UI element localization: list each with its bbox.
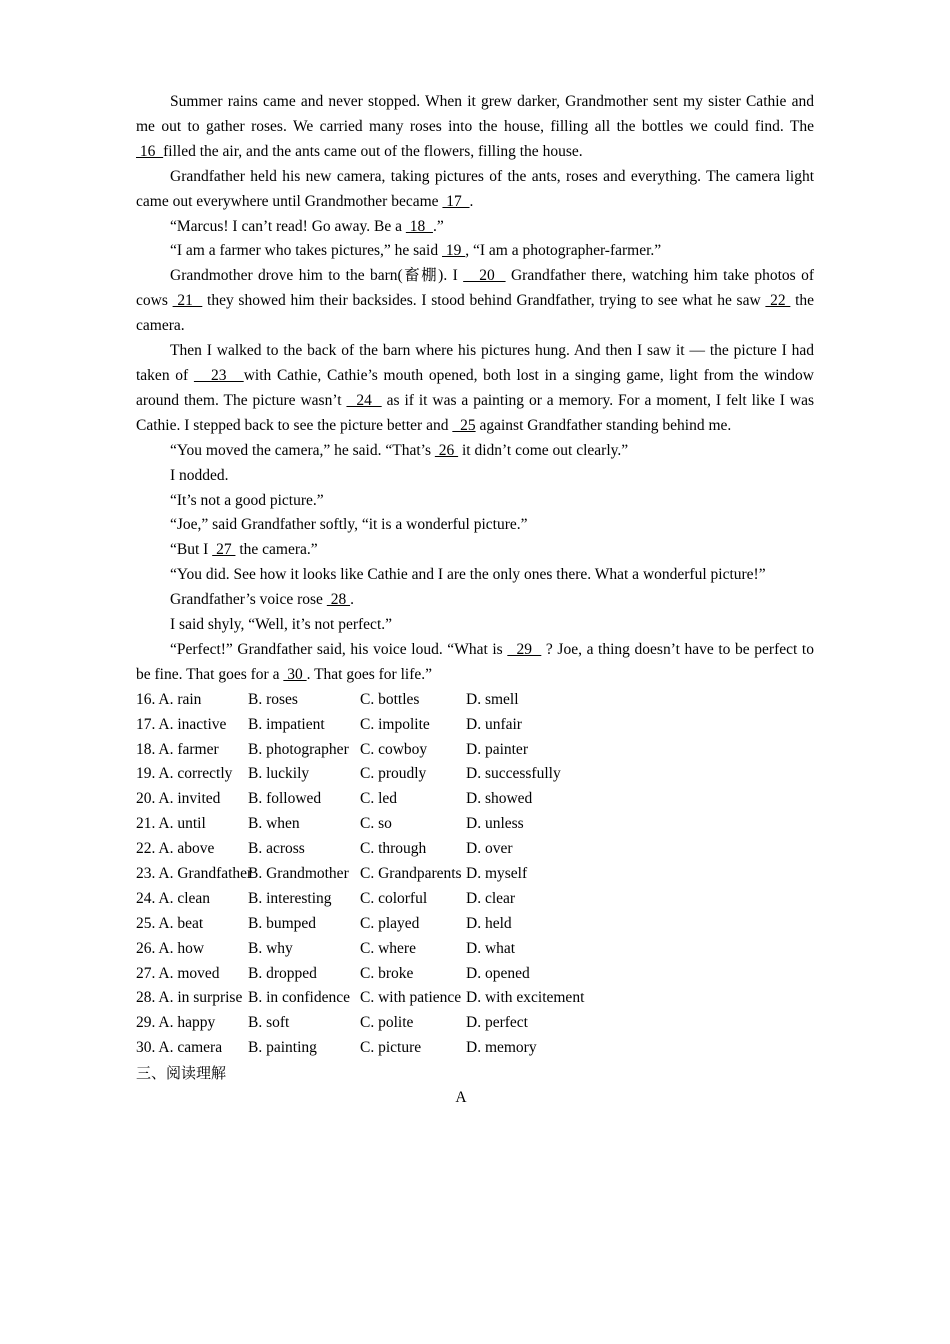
passage-text: . (350, 591, 354, 609)
cloze-blank: 20 (463, 267, 506, 285)
passage-paragraph (136, 538, 814, 563)
option-d: D. what (466, 939, 516, 957)
cloze-blank: 30 (283, 665, 307, 683)
passage-text: . That goes for life.” (306, 665, 432, 683)
option-b: B. Grandmother (248, 864, 349, 882)
question-row (136, 986, 814, 1011)
cloze-blank: 21 (172, 292, 203, 310)
passage-text: “You did. See how it looks like Cathie and I are the only ones there. What a wonderful picture!” (170, 566, 766, 584)
question-row (136, 837, 814, 862)
option-b: B. dropped (248, 964, 317, 982)
passage-text: “Perfect!” Grandfather said, his voice loud. “What is (170, 640, 508, 658)
question-row (136, 688, 814, 713)
option-b: B. when (248, 815, 300, 833)
option-a: 17. A. inactive (136, 715, 227, 733)
passage-text: . (469, 192, 474, 210)
option-d: D. unfair (466, 715, 522, 733)
passage-text: filled the air, and the ants came out of the flowers, filling the house. (163, 142, 583, 160)
option-b: B. painting (248, 1039, 317, 1057)
passage-paragraph (136, 215, 814, 240)
option-d: D. painter (466, 740, 528, 758)
option-c: C. through (360, 840, 427, 858)
option-b: B. impatient (248, 715, 325, 733)
passage-text: Then I walked to the back of the barn where his pictures hung. And then I saw it — the picture I had taken of (136, 342, 814, 384)
passage-text: “You moved the camera,” he said. “That’s (170, 441, 435, 459)
question-row (136, 738, 814, 763)
option-b: B. bumped (248, 914, 317, 932)
cloze-blank: 22 (765, 292, 791, 310)
option-c: C. Grandparents (360, 864, 462, 882)
option-b: B. across (248, 840, 305, 858)
question-row (136, 713, 814, 738)
passage-paragraph (136, 264, 814, 339)
option-d: D. unless (466, 815, 524, 833)
option-d: D. clear (466, 889, 516, 907)
option-d: D. held (466, 914, 512, 932)
section-heading: 三、阅读理解 (136, 1064, 227, 1083)
option-b: B. luckily (248, 765, 310, 783)
option-d: D. with excitement (466, 989, 585, 1007)
option-c: C. so (360, 815, 392, 833)
option-d: D. opened (466, 964, 530, 982)
passage-paragraph (136, 563, 814, 588)
option-d: D. perfect (466, 1014, 528, 1032)
option-b: B. photographer (248, 740, 349, 758)
passage-paragraph (136, 638, 814, 688)
option-a: 21. A. until (136, 815, 206, 833)
passage-text: “Marcus! I can’t read! Go away. Be a (170, 217, 406, 235)
passage-text: .” (432, 217, 444, 235)
option-b: B. interesting (248, 889, 332, 907)
question-row (136, 1036, 814, 1061)
passage-text: with Cathie, Cathie’s mouth opened, both lost in a singing game, light from the window around them. The picture wasn’t (136, 366, 814, 409)
passage-text: the camera. (136, 292, 815, 335)
question-row (136, 1011, 814, 1036)
option-d: D. over (466, 840, 513, 858)
option-d: D. successfully (466, 765, 561, 783)
cloze-blank: 25 (452, 416, 476, 434)
option-b: B. soft (248, 1014, 290, 1032)
option-d: D. myself (466, 864, 528, 882)
passage-text: Grandfather’s voice rose (170, 591, 327, 609)
passage-paragraph (136, 239, 814, 264)
option-c: C. with patience (360, 989, 462, 1007)
question-row (136, 787, 814, 812)
cloze-blank: 28 (326, 591, 351, 609)
passage-text: the camera.” (235, 541, 318, 559)
passage-text: “Joe,” said Grandfather softly, “it is a wonderful picture.” (170, 516, 528, 534)
passage-text: Grandmother drove him to the barn(畜棚). I (170, 267, 464, 285)
option-c: C. where (360, 939, 416, 957)
question-row (136, 887, 814, 912)
question-row (136, 862, 814, 887)
passage-paragraph (136, 90, 814, 165)
answer-options-list (136, 688, 814, 1061)
passage-text: I nodded. (170, 466, 229, 484)
cloze-blank: 27 (212, 541, 236, 559)
passage-text: they showed him their backsides. I stood behind Grandfather, trying to see what he saw (202, 292, 766, 310)
question-row (136, 812, 814, 837)
passage-text: ? Joe, a thing doesn’t have to be perfect to be fine. That goes for a (136, 640, 814, 683)
passage-text: “I am a farmer who takes pictures,” he said (170, 242, 442, 260)
option-a: 23. A. Grandfather (136, 864, 253, 882)
passage-paragraph (136, 513, 814, 538)
passage-text: against Grandfather standing behind me. (475, 416, 732, 434)
option-b: B. roses (248, 690, 298, 708)
option-b: B. why (248, 939, 293, 957)
passage-text: Summer rains came and never stopped. When it grew darker, Grandmother sent my sister Cathie and me out to gather roses. We carried many roses into the house, filling all the bottles we could find. The (136, 93, 814, 135)
cloze-blank: 16 (136, 142, 164, 160)
cloze-blank: 29 (507, 640, 542, 658)
option-c: C. bottles (360, 690, 420, 708)
option-a: 27. A. moved (136, 964, 220, 982)
cloze-blank: 24 (346, 391, 382, 409)
passage-paragraph (136, 613, 814, 638)
option-c: C. colorful (360, 889, 428, 907)
option-c: C. proudly (360, 765, 427, 783)
option-c: C. cowboy (360, 740, 428, 758)
option-d: D. memory (466, 1039, 537, 1057)
cloze-blank: 23 (193, 366, 244, 384)
option-a: 22. A. above (136, 840, 215, 858)
option-c: C. polite (360, 1014, 414, 1032)
option-d: D. smell (466, 690, 519, 708)
question-row (136, 762, 814, 787)
option-a: 20. A. invited (136, 790, 221, 808)
cloze-blank: 26 (434, 441, 459, 459)
option-b: B. in confidence (248, 989, 351, 1007)
option-a: 18. A. farmer (136, 740, 219, 758)
passage-paragraph (136, 588, 814, 613)
passage-paragraph (136, 165, 814, 215)
passage-text: “But I (170, 541, 213, 559)
passage-text: , “I am a photographer-farmer.” (465, 242, 662, 260)
cloze-blank: 17 (442, 192, 470, 210)
cloze-blank: 18 (405, 217, 433, 235)
passage-text: it didn’t come out clearly.” (458, 441, 629, 459)
passage-text: “It’s not a good picture.” (170, 491, 324, 509)
option-d: D. showed (466, 790, 533, 808)
option-a: 16. A. rain (136, 690, 202, 708)
passage-paragraph (136, 464, 814, 489)
section-letter: A (455, 1089, 467, 1107)
passage-paragraph (136, 489, 814, 514)
document-page (136, 90, 814, 1111)
passage-text: Grandfather held his new camera, taking pictures of the ants, roses and everything. The camera light came out everywhere until Grandmother became (136, 167, 814, 210)
option-b: B. followed (248, 790, 322, 808)
option-c: C. picture (360, 1039, 422, 1057)
option-a: 24. A. clean (136, 889, 211, 907)
passage-paragraph (136, 439, 814, 464)
option-c: C. impolite (360, 715, 430, 733)
option-c: C. broke (360, 964, 414, 982)
option-c: C. played (360, 914, 420, 932)
question-row (136, 962, 814, 987)
option-a: 28. A. in surprise (136, 989, 243, 1007)
passage-text: I said shyly, “Well, it’s not perfect.” (170, 616, 393, 634)
passage-text: Grandfather there, watching him take photos of cows (136, 267, 814, 310)
option-c: C. led (360, 790, 398, 808)
question-row (136, 937, 814, 962)
option-a: 26. A. how (136, 939, 205, 957)
passage-paragraph (136, 339, 814, 439)
option-a: 29. A. happy (136, 1014, 216, 1032)
option-a: 19. A. correctly (136, 765, 233, 783)
passage-text: as if it was a painting or a memory. For a moment, I felt like I was Cathie. I stepped back to see the picture better and (136, 391, 814, 434)
option-a: 25. A. beat (136, 914, 204, 932)
question-row (136, 912, 814, 937)
cloze-blank: 19 (442, 242, 466, 260)
cloze-passage (136, 90, 814, 688)
option-a: 30. A. camera (136, 1039, 223, 1057)
